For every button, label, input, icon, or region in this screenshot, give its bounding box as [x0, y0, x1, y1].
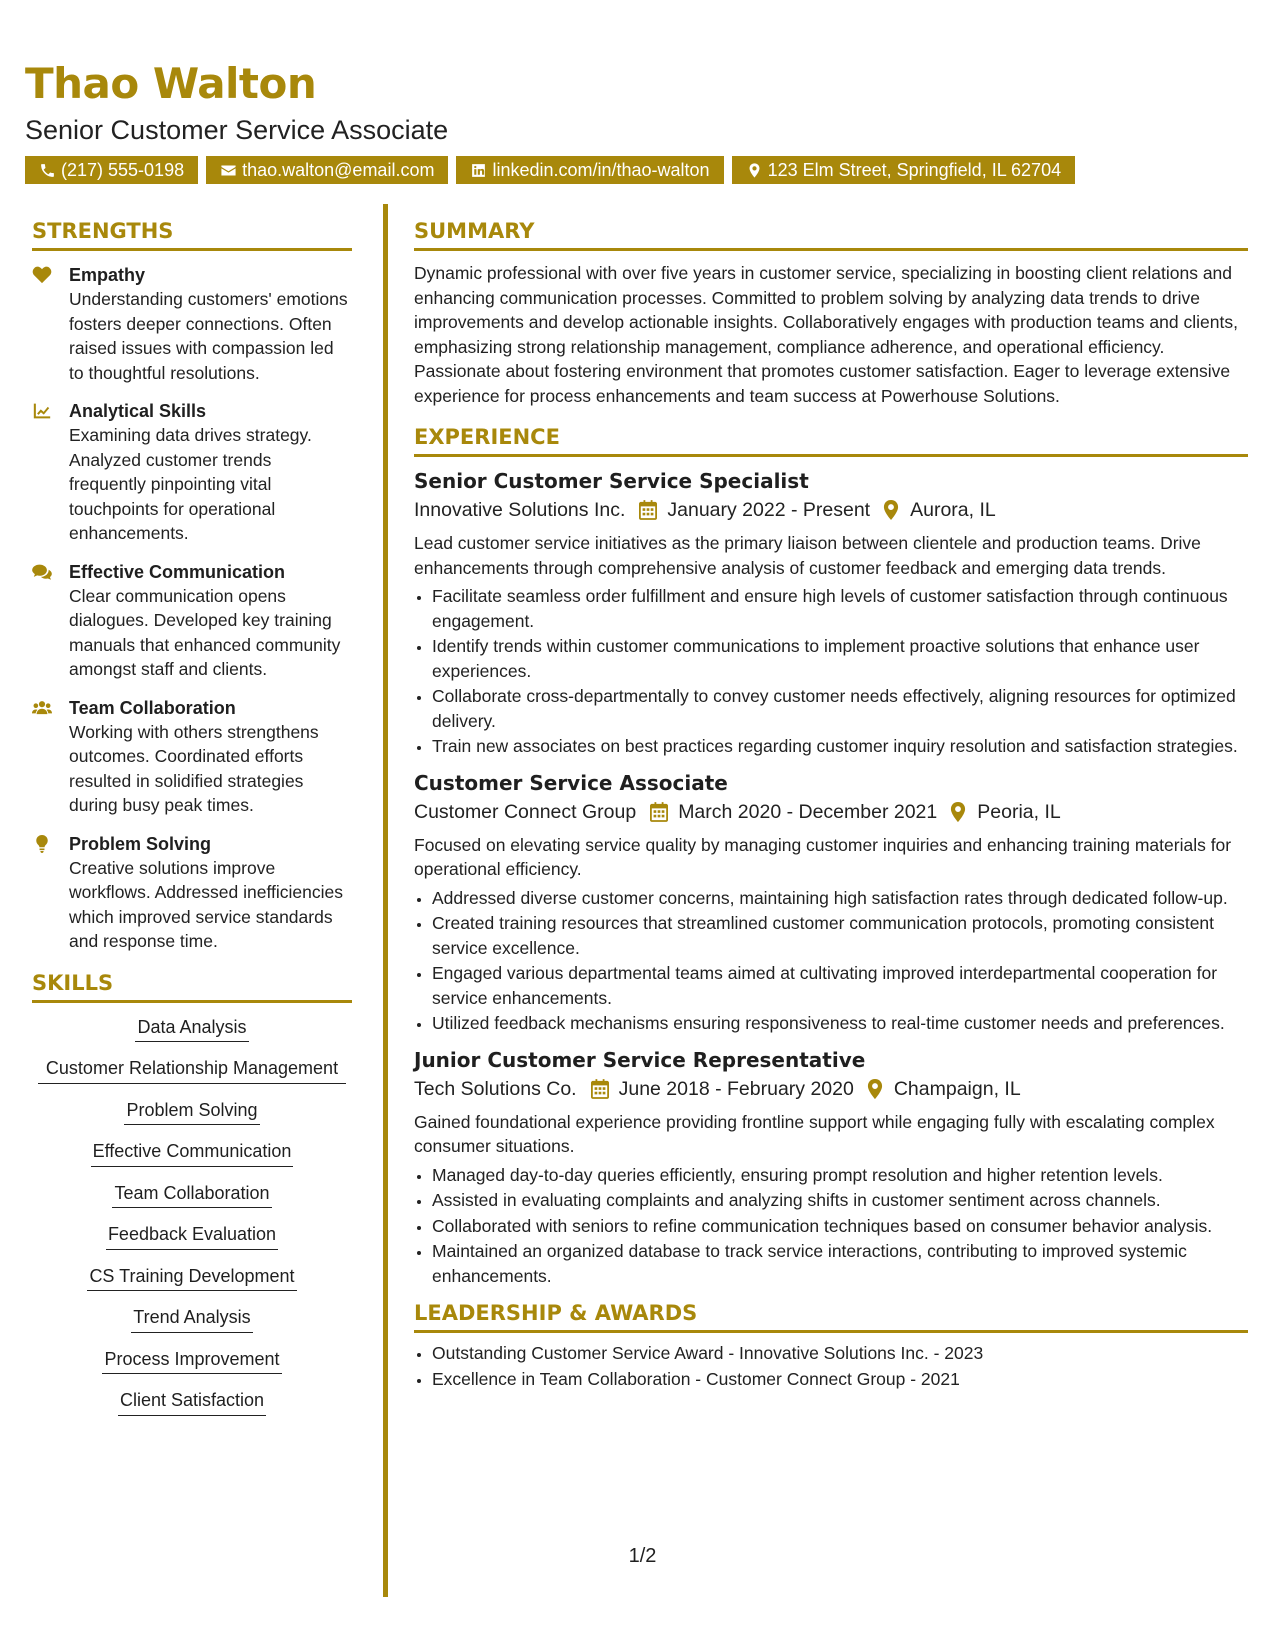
skill-item: Customer Relationship Management: [38, 1056, 346, 1084]
calendar-icon: [650, 802, 668, 822]
skill-item: Team Collaboration: [112, 1181, 271, 1209]
job-bullet: • Collaborate cross-departmentally to convey customer needs effectively, aligning resources for optimized delivery.: [432, 684, 1248, 733]
phone-text: (217) 555-0198: [61, 160, 185, 180]
map-pin-icon: [949, 802, 967, 822]
job-location: Aurora, IL: [910, 499, 996, 521]
address-text: 123 Elm Street, Springfield, IL 62704: [767, 160, 1062, 180]
strength-name: Problem Solving: [69, 833, 212, 854]
strength-item: [32, 560, 352, 682]
job-location: Peoria, IL: [977, 800, 1061, 823]
strengths-heading: STRENGTHS: [32, 216, 352, 251]
map-pin-icon: [746, 162, 763, 179]
experience-heading: EXPERIENCE: [414, 422, 1248, 457]
job-entry: [414, 769, 1248, 1036]
strength-name: Empathy: [69, 265, 146, 285]
envelope-icon: [220, 162, 237, 179]
job-title: Customer Service Associate: [414, 770, 728, 795]
map-pin-icon: [866, 1079, 884, 1099]
lightbulb-icon: [32, 835, 52, 853]
job-dates: June 2018 - February 2020: [618, 1077, 854, 1100]
job-title: Junior Customer Service Representative: [414, 1047, 866, 1072]
strength-desc: Clear communication opens dialogues. Developed key training manuals that enhanced community amongst staff and clients.: [69, 585, 341, 679]
heart-icon: [32, 266, 52, 284]
linkedin-text: linkedin.com/in/thao-walton: [492, 160, 710, 180]
skill-item: Effective Communication: [91, 1139, 294, 1167]
left-column: [32, 216, 352, 1430]
linkedin-icon: [470, 162, 487, 179]
skill-item: CS Training Development: [87, 1264, 296, 1292]
map-pin-icon: [882, 500, 900, 520]
awards-list: [414, 1341, 1248, 1391]
job-bullet: • Utilized feedback mechanisms ensuring responsiveness to real-time customer needs and preferences.: [432, 1011, 1248, 1036]
job-summary: Gained foundational experience providing frontline support while engaging fully with escalating complex consumer situations.: [414, 1111, 1215, 1156]
job-summary: Lead customer service initiatives as the primary liaison between clientele and production teams. Drive enhancements through comprehensive analysis of customer feedback and emerging data trends.: [414, 533, 1201, 578]
award-item: • Outstanding Customer Service Award - Innovative Solutions Inc. - 2023: [432, 1341, 1248, 1366]
email-text: thao.walton@email.com: [242, 160, 435, 180]
skill-item: Problem Solving: [124, 1098, 259, 1126]
strength-item: [32, 399, 352, 546]
job-entry: [414, 467, 1248, 759]
page-number: 1/2: [628, 1545, 657, 1567]
job-bullet: • Maintained an organized database to track service interactions, contributing to improved systemic enhancements.: [432, 1239, 1248, 1288]
job-bullet: • Identify trends within customer communications to implement proactive solutions that enhance user experiences.: [432, 634, 1248, 683]
strength-item: [32, 696, 352, 818]
contact-bar: [25, 156, 1250, 184]
strengths-list: [32, 263, 352, 954]
column-divider: [383, 204, 388, 1597]
strength-name: Analytical Skills: [69, 401, 207, 421]
strength-name: Effective Communication: [69, 561, 286, 582]
job-meta: [414, 495, 1248, 525]
job-bullet: • Created training resources that streamlined customer communication protocols, promoting consistent service excellence.: [432, 911, 1248, 960]
strength-desc: Examining data drives strategy. Analyzed customer trends frequently pinpointing vital touchpoints for operational enhancements.: [69, 425, 312, 543]
skills-list: [32, 1015, 352, 1430]
contact-phone[interactable]: [25, 156, 198, 184]
contact-email[interactable]: [206, 156, 448, 184]
skill-item: Process Improvement: [102, 1347, 281, 1375]
chart-line-icon: [32, 402, 52, 420]
contact-address[interactable]: [732, 156, 1076, 184]
job-company: Innovative Solutions Inc.: [414, 499, 626, 521]
job-dates: March 2020 - December 2021: [678, 800, 938, 823]
calendar-icon: [639, 500, 657, 520]
skill-item: Trend Analysis: [131, 1305, 252, 1333]
award-item: • Excellence in Team Collaboration - Customer Connect Group - 2021: [432, 1367, 1248, 1392]
job-bullets: [414, 886, 1248, 1036]
strength-desc: Working with others strengthens outcomes. Coordinated efforts resulted in solidified strategies during busy peak times.: [69, 721, 319, 815]
strength-item: [32, 263, 352, 385]
summary-heading: SUMMARY: [414, 216, 1248, 251]
job-bullet: • Collaborated with seniors to refine communication techniques based on consumer behavior analysis.: [432, 1214, 1248, 1239]
skill-item: Data Analysis: [135, 1015, 248, 1043]
job-company: Tech Solutions Co.: [414, 1077, 577, 1100]
skill-item: Feedback Evaluation: [106, 1222, 278, 1250]
strength-item: [32, 832, 352, 954]
job-company: Customer Connect Group: [414, 800, 637, 823]
right-column: [414, 216, 1248, 1392]
strength-desc: Understanding customers' emotions fosters deeper connections. Often raised issues with compassion led to thoughtful resolutions.: [69, 289, 348, 383]
job-title: Senior Customer Service Specialist: [414, 469, 809, 493]
phone-icon: [39, 162, 56, 179]
users-icon: [32, 699, 52, 717]
skills-heading: SKILLS: [32, 968, 352, 1003]
job-dates: January 2022 - Present: [667, 499, 871, 521]
job-bullet: • Train new associates on best practices regarding customer inquiry resolution and satisfaction strategies.: [432, 734, 1248, 759]
strength-desc: Creative solutions improve workflows. Addressed inefficiencies which improved service standards and response time.: [69, 857, 343, 951]
job-bullet: • Managed day-to-day queries efficiently, ensuring prompt resolution and higher retention levels.: [432, 1163, 1248, 1188]
job-location: Champaign, IL: [893, 1077, 1021, 1100]
awards-heading: LEADERSHIP & AWARDS: [414, 1298, 1248, 1333]
resume-header: [25, 58, 1250, 184]
job-meta: [414, 1074, 1248, 1104]
candidate-name: Thao Walton: [25, 59, 317, 108]
job-bullets: [414, 584, 1248, 759]
job-bullet: • Addressed diverse customer concerns, maintaining high satisfaction rates through dedicated follow-up.: [432, 886, 1248, 911]
job-summary: Focused on elevating service quality by managing customer inquiries and enhancing training materials for operational efficiency.: [414, 834, 1232, 879]
job-bullet: • Engaged various departmental teams aimed at cultivating improved interdepartmental cooperation for service enhancements.: [432, 961, 1248, 1010]
job-bullet: • Facilitate seamless order fulfillment and ensure high levels of customer satisfaction through continuous engagement.: [432, 584, 1248, 633]
skill-item: Client Satisfaction: [118, 1388, 266, 1416]
summary-text: Dynamic professional with over five years in customer service, specializing in boosting client relations and enhancing communication processes. Committed to problem solving by analyzing data trends to drive improvements and develop actionable insights. Collaboratively engages with production teams and clients, emphasizing strong relationship management, compliance adherence, and operational efficiency. Passionate about fostering environment that promotes customer satisfaction. Eager to leverage extensive experience for process enhancements and team success at Powerhouse Solutions.: [414, 263, 1238, 406]
job-bullets: [414, 1163, 1248, 1289]
job-meta: [414, 797, 1248, 827]
strength-name: Team Collaboration: [69, 697, 236, 718]
candidate-title: Senior Customer Service Associate: [25, 115, 449, 145]
job-bullet: • Assisted in evaluating complaints and analyzing shifts in customer sentiment across channels.: [432, 1188, 1248, 1213]
calendar-icon: [591, 1079, 609, 1099]
job-entry: [414, 1046, 1248, 1289]
contact-linkedin[interactable]: [456, 156, 723, 184]
comments-icon: [32, 563, 52, 581]
